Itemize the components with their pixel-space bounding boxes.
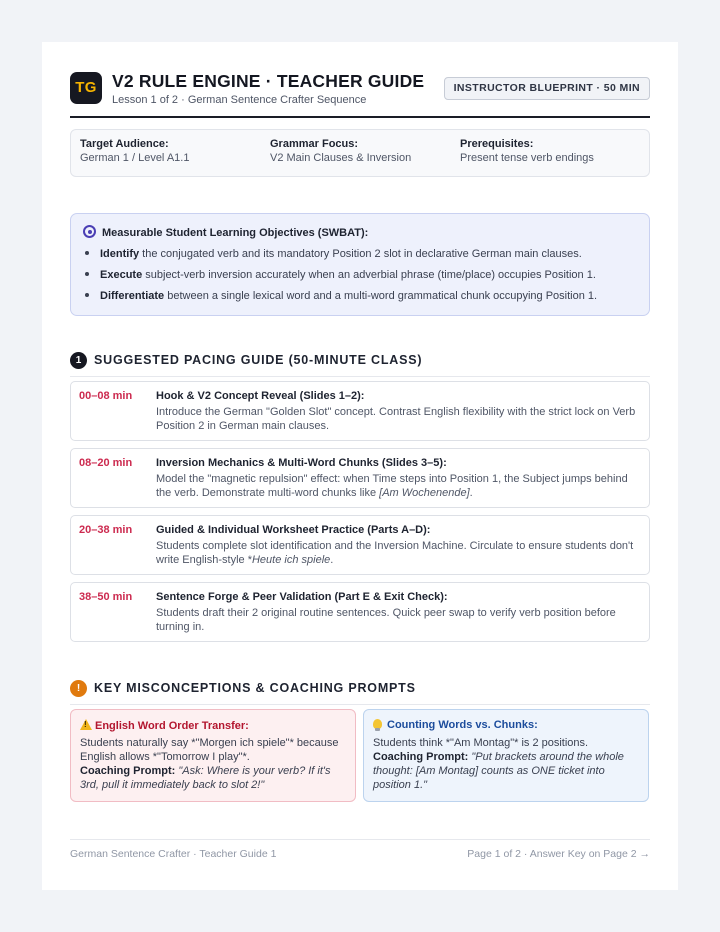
pacing-title: Inversion Mechanics & Multi-Word Chunks (Slides 3–5):: [156, 457, 447, 469]
misconception-card-chunks: [363, 709, 649, 802]
objectives-title-text: Measurable Student Learning Objectives (SWBAT):: [102, 227, 369, 239]
section-number-badge: 1: [70, 352, 87, 369]
pacing-desc-text: Students draft their 2 original routine sentences. Quick peer swap to verify verb position before turning in.: [156, 607, 616, 633]
lightbulb-icon: [373, 719, 382, 729]
page-subtitle: Lesson 1 of 2 · German Sentence Crafter Sequence: [112, 94, 367, 106]
section-title: KEY MISCONCEPTIONS & COACHING PROMPTS: [94, 681, 416, 695]
page: [42, 42, 678, 890]
meta-label: Prerequisites:: [460, 138, 534, 150]
divider: [70, 704, 650, 705]
coaching-prompt-label: Coaching Prompt:: [80, 765, 176, 777]
objective-item: [85, 289, 597, 310]
objective-item: [85, 268, 597, 289]
objective-text: between a single lexical word and a multi-word grammatical chunk occupying Position 1.: [164, 290, 598, 302]
meta-value: German 1 / Level A1.1: [80, 152, 190, 164]
objectives-title: [83, 225, 368, 239]
section-title: SUGGESTED PACING GUIDE (50-MINUTE CLASS): [94, 353, 423, 367]
meta-target-audience: [80, 138, 189, 164]
pacing-row: [70, 515, 650, 575]
bullet-icon: [85, 251, 89, 255]
pacing-time: 20–38 min: [79, 524, 133, 536]
pacing-title: Guided & Individual Worksheet Practice (Parts A–D):: [156, 524, 431, 536]
card-body-text: Students think *"Am Montag"* is 2 positions.: [373, 737, 589, 749]
card-title-text: Counting Words vs. Chunks:: [387, 719, 538, 731]
meta-value: Present tense verb endings: [460, 152, 594, 164]
pacing-row: [70, 582, 650, 642]
objective-verb: Identify: [100, 248, 140, 260]
card-title: [80, 719, 249, 732]
pacing-description: [156, 472, 636, 500]
learning-objectives: [70, 213, 650, 316]
objective-text: the conjugated verb and its mandatory Position 2 slot in declarative German main clauses.: [139, 248, 582, 260]
pacing-time: 08–20 min: [79, 457, 133, 469]
meta-value: V2 Main Clauses & Inversion: [270, 152, 412, 164]
objective-verb: Execute: [100, 269, 143, 281]
objectives-list: [85, 247, 597, 310]
pacing-time: 00–08 min: [79, 390, 133, 402]
misconception-card-word-order: [70, 709, 356, 802]
objective-verb: Differentiate: [100, 290, 165, 302]
card-body-text: Students naturally say *"Morgen ich spiele"* because English allows *"Tomorrow I play"*.: [80, 737, 339, 763]
pacing-desc-text: Students complete slot identification and the Inversion Machine. Circulate to ensure students don't write English-style *: [156, 540, 634, 566]
footer-left: German Sentence Crafter · Teacher Guide 1: [70, 848, 277, 860]
page-title: V2 RULE ENGINE · TEACHER GUIDE: [112, 71, 425, 91]
header: [70, 70, 650, 118]
card-title: [373, 719, 538, 731]
meta-label: Target Audience:: [80, 138, 169, 150]
card-title-text: English Word Order Transfer:: [95, 720, 249, 732]
pacing-description: [156, 606, 636, 634]
lesson-meta: [70, 129, 650, 177]
pacing-description: [156, 539, 636, 567]
pacing-row: [70, 448, 650, 508]
target-icon: [83, 225, 96, 238]
page-content: [70, 42, 650, 890]
tg-logo: TG: [70, 72, 102, 104]
warning-icon: [80, 719, 92, 730]
meta-prerequisites: [460, 138, 594, 164]
coaching-prompt-text: "Ask: Where is your verb? If it's 3rd, pull it immediately back to slot 2!": [80, 765, 331, 791]
pacing-row: [70, 381, 650, 441]
instructor-badge: INSTRUCTOR BLUEPRINT · 50 MIN: [444, 77, 650, 100]
bullet-icon: [85, 293, 89, 297]
bullet-icon: [85, 272, 89, 276]
objective-item: [85, 247, 597, 268]
card-body: [373, 736, 641, 792]
section-alert-badge: !: [70, 680, 87, 697]
divider: [70, 376, 650, 377]
pacing-section-heading: [70, 351, 650, 373]
pacing-desc-example: Heute ich spiele: [251, 554, 331, 566]
pacing-time: 38–50 min: [79, 591, 133, 603]
pacing-desc-tail: .: [469, 487, 473, 499]
meta-grammar-focus: [270, 138, 411, 164]
pacing-title: Sentence Forge & Peer Validation (Part E & Exit Check):: [156, 591, 448, 603]
footer-divider: [70, 839, 650, 840]
objective-text: subject-verb inversion accurately when an adverbial phrase (time/place) occupies Position 1.: [142, 269, 596, 281]
pacing-desc-text: Model the "magnetic repulsion" effect: when Time steps into Position 1, the Subject jumps behind the verb. Demonstrate multi-word chunks like: [156, 473, 628, 499]
pacing-title: Hook & V2 Concept Reveal (Slides 1–2):: [156, 390, 365, 402]
misconceptions-section-heading: [70, 679, 650, 701]
pacing-desc-tail: .: [330, 554, 334, 566]
meta-label: Grammar Focus:: [270, 138, 359, 150]
footer-right: Page 1 of 2 · Answer Key on Page 2 →: [467, 848, 650, 860]
card-body: [80, 736, 348, 792]
pacing-desc-text: Introduce the German "Golden Slot" concept. Contrast English flexibility with the strict lock on Verb Position 2 in German main clauses.: [156, 406, 636, 432]
coaching-prompt-text: "Put brackets around the whole thought: [Am Montag] counts as ONE ticket into position 1.": [373, 751, 624, 791]
pacing-description: [156, 405, 636, 433]
coaching-prompt-label: Coaching Prompt:: [373, 751, 469, 763]
pacing-desc-example: [Am Wochenende]: [379, 487, 470, 499]
